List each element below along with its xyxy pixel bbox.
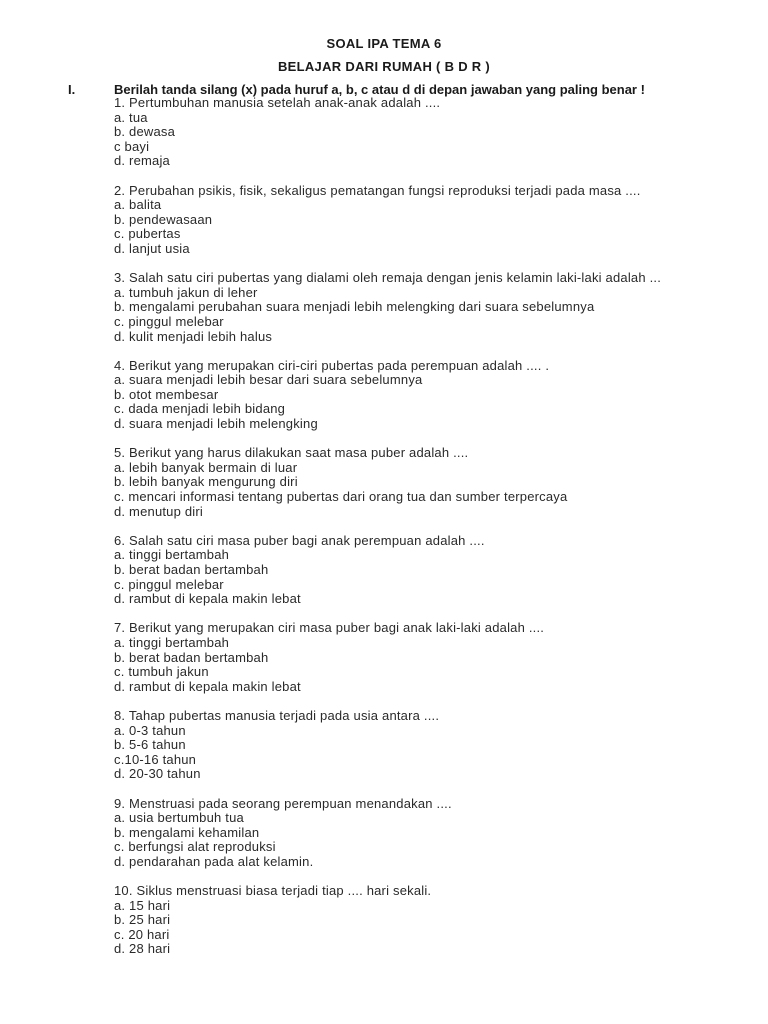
answer-option-c: c. pinggul melebar <box>114 313 224 329</box>
answer-option-d: d. rambut di kepala makin lebat <box>114 591 301 607</box>
answer-option-b: b. 5-6 tahun <box>114 737 186 753</box>
question-4 <box>114 359 734 432</box>
answer-option-d: d. lanjut usia <box>114 240 190 256</box>
question-1 <box>114 96 734 169</box>
answer-option-c: c. 20 hari <box>114 926 170 942</box>
answer-option-c: c. pinggul melebar <box>114 576 224 592</box>
answer-option-d: d. 28 hari <box>114 941 171 957</box>
answer-option-a: a. 0-3 tahun <box>114 722 186 738</box>
answer-option-a: a. tinggi bertambah <box>114 547 230 563</box>
question-text: 2. Perubahan psikis, fisik, sekaligus pematangan fungsi reproduksi terjadi pada masa .... <box>114 182 641 198</box>
answer-option-a: a. tua <box>114 109 148 125</box>
question-8 <box>114 709 734 782</box>
answer-option-b: b. pendewasaan <box>114 211 213 227</box>
section-instruction: Berilah tanda silang (x) pada huruf a, b, c atau d di depan jawaban yang paling benar ! <box>114 82 645 97</box>
answer-option-d: d. menutup diri <box>114 503 203 519</box>
section-numeral: I. <box>68 82 76 97</box>
question-2 <box>114 184 734 257</box>
question-10 <box>114 884 734 957</box>
question-5 <box>114 446 734 519</box>
question-text: 10. Siklus menstruasi biasa terjadi tiap .... hari sekali. <box>114 883 432 899</box>
answer-option-c: c bayi <box>114 138 150 154</box>
question-text: 1. Pertumbuhan manusia setelah anak-anak adalah .... <box>114 95 441 110</box>
answer-option-b: b. berat badan bertambah <box>114 562 269 577</box>
answer-option-b: b. mengalami perubahan suara menjadi lebih melengking dari suara sebelumnya <box>114 299 595 315</box>
answer-option-c: c. tumbuh jakun <box>114 664 209 680</box>
answer-option-a: a. balita <box>114 197 162 213</box>
question-text: 8. Tahap pubertas manusia terjadi pada usia antara .... <box>114 707 440 723</box>
answer-option-a: a. 15 hari <box>114 897 171 913</box>
document-subtitle: BELAJAR DARI RUMAH ( B D R ) <box>277 59 491 74</box>
question-9 <box>114 797 734 870</box>
question-6 <box>114 534 734 607</box>
answer-option-b: b. lebih banyak mengurung diri <box>114 474 298 490</box>
answer-option-c: c. dada menjadi lebih bidang <box>114 401 286 417</box>
answer-option-d: d. 20-30 tahun <box>114 766 201 782</box>
question-text: 7. Berikut yang merupakan ciri masa puber bagi anak laki-laki adalah .... <box>114 620 545 636</box>
question-text: 6. Salah satu ciri masa puber bagi anak perempuan adalah .... <box>114 532 485 548</box>
document-title: SOAL IPA TEMA 6 <box>326 36 442 51</box>
question-3 <box>114 271 734 344</box>
answer-option-c: c. berfungsi alat reproduksi <box>114 839 276 855</box>
answer-option-a: a. tumbuh jakun di leher <box>114 284 258 300</box>
question-text: 5. Berikut yang harus dilakukan saat masa puber adalah .... <box>114 445 469 461</box>
answer-option-c: c. mencari informasi tentang pubertas dari orang tua dan sumber terpercaya <box>114 489 568 505</box>
answer-option-b: b. mengalami kehamilan <box>114 824 260 840</box>
question-text: 3. Salah satu ciri pubertas yang dialami oleh remaja dengan jenis kelamin laki-laki adalah ... <box>114 270 662 286</box>
question-text: 9. Menstruasi pada seorang perempuan menandakan .... <box>114 795 452 811</box>
answer-option-c: c.10-16 tahun <box>114 751 197 767</box>
answer-option-b: b. berat badan bertambah <box>114 649 269 665</box>
answer-option-d: d. remaja <box>114 153 170 169</box>
answer-option-d: d. rambut di kepala makin lebat <box>114 678 301 694</box>
answer-option-d: d. kulit menjadi lebih halus <box>114 328 273 344</box>
answer-option-a: a. lebih banyak bermain di luar <box>114 459 298 475</box>
answer-option-b: b. otot membesar <box>114 386 219 402</box>
answer-option-a: a. usia bertumbuh tua <box>114 810 244 826</box>
answer-option-a: a. suara menjadi lebih besar dari suara sebelumnya <box>114 372 423 388</box>
answer-option-b: b. 25 hari <box>114 912 171 928</box>
answer-option-a: a. tinggi bertambah <box>114 634 230 650</box>
answer-option-d: d. suara menjadi lebih melengking <box>114 416 318 432</box>
answer-option-c: c. pubertas <box>114 226 181 242</box>
question-text: 4. Berikut yang merupakan ciri-ciri pubertas pada perempuan adalah .... . <box>114 357 550 373</box>
question-7 <box>114 621 734 694</box>
answer-option-b: b. dewasa <box>114 124 176 140</box>
question-list <box>114 96 734 972</box>
answer-option-d: d. pendarahan pada alat kelamin. <box>114 853 314 869</box>
